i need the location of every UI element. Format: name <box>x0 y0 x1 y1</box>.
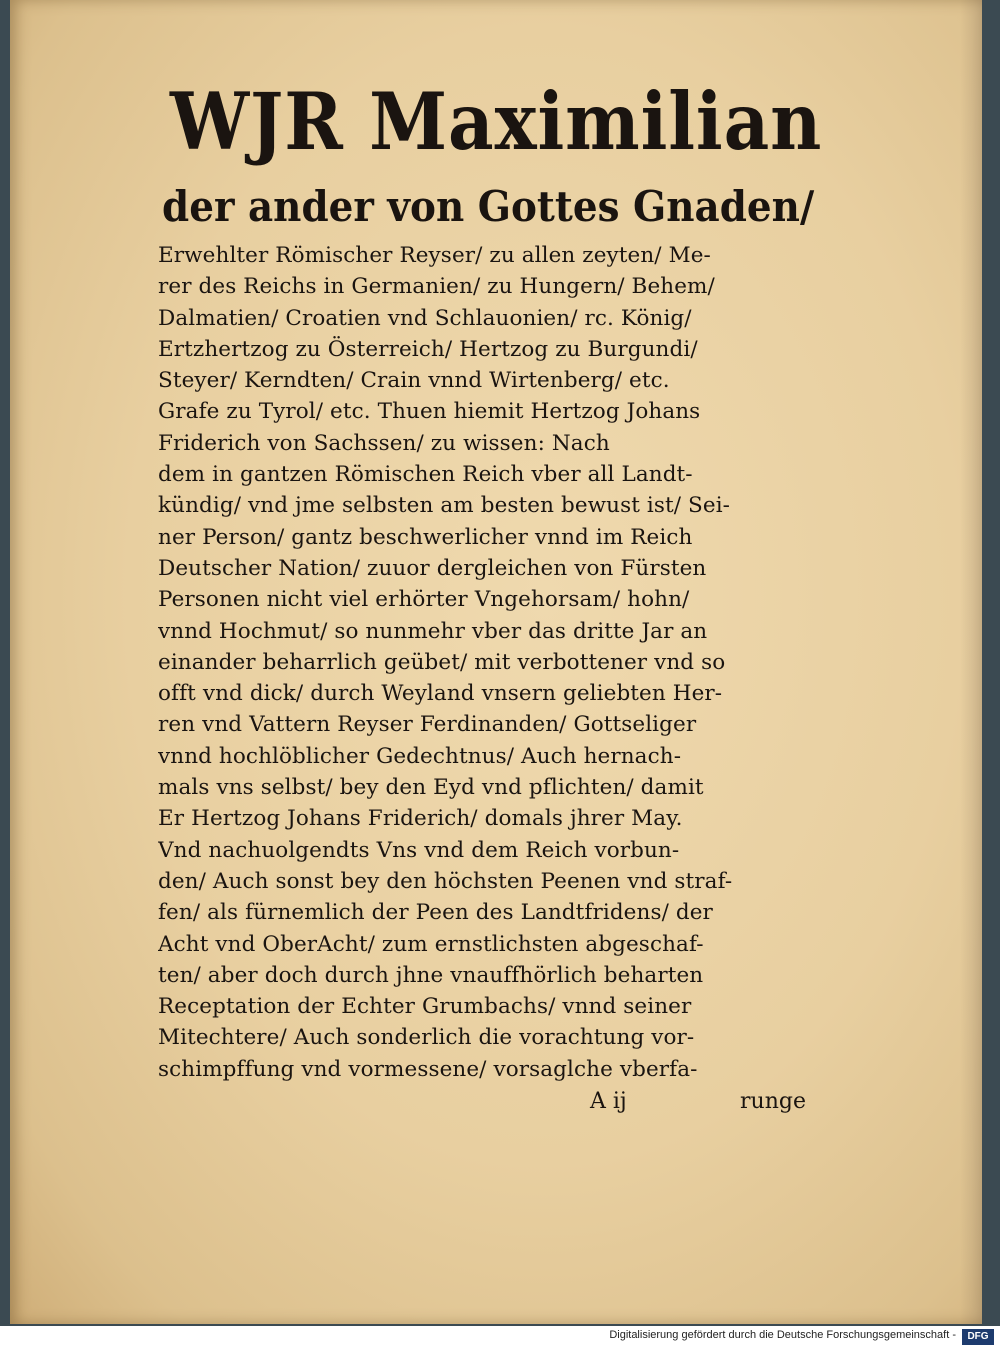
body-line: Grafe zu Tyrol/ etc. Thuen hiemit Hertzog Johans <box>158 399 701 425</box>
body-line: Mitechtere/ Auch sonderlich die vorachtung vor- <box>158 1025 695 1051</box>
body-line: schimpffung vnd vormessene/ vorsaglche vberfa- <box>158 1056 698 1082</box>
body-line: Acht vnd OberAcht/ zum ernstlichsten abgeschaf- <box>158 931 704 957</box>
dfg-logo: DFG <box>962 1329 994 1345</box>
body-line: Personen nicht viel erhörter Vngehorsam/ hohn/ <box>158 587 690 613</box>
body-line: mals vns selbst/ bey den Eyd vnd pflichten/ damit <box>158 775 704 801</box>
catchword: runge <box>740 1089 806 1115</box>
body-line: offt vnd dick/ durch Weyland vnsern geliebten Her- <box>158 681 723 707</box>
body-line: kündig/ vnd jme selbsten am besten bewust ist/ Sei- <box>158 493 731 519</box>
body-line: Dalmatien/ Croatien vnd Schlauonien/ rc. König/ <box>158 305 692 331</box>
body-line: ren vnd Vattern Reyser Ferdinanden/ Gottseliger <box>158 712 697 738</box>
body-line: Deutscher Nation/ zuuor dergleichen von Fürsten <box>158 555 707 581</box>
funding-credit: Digitalisierung gefördert durch die Deutsche Forschungsgemeinschaft - <box>609 1329 956 1341</box>
body-line: vnnd Hochmut/ so nunmehr vber das dritte Jar an <box>158 618 708 644</box>
signature-mark: A ij <box>590 1089 627 1115</box>
body-line: Vnd nachuolgendts Vns vnd dem Reich vorbun- <box>158 837 680 863</box>
body-line: Friderich von Sachssen/ zu wissen: Nach <box>158 430 610 456</box>
catch-line <box>158 1085 818 1119</box>
printed-text-block <box>158 75 823 1119</box>
body-line: ner Person/ gantz beschwerlicher vnnd im Reich <box>158 524 693 550</box>
title-line-2: der ander von Gottes Gnaden/ <box>162 182 815 231</box>
body-line: Erwehlter Römischer Reyser/ zu allen zeyten/ Me- <box>158 243 711 268</box>
body-line: Steyer/ Kerndten/ Crain vnnd Wirtenberg/ etc. <box>158 368 670 394</box>
body-line: Er Hertzog Johans Friderich/ domals jhrer May. <box>158 806 683 832</box>
page-fold-shadow <box>960 0 982 1324</box>
body-line: ten/ aber doch durch jhne vnauffhörlich beharten <box>158 962 704 988</box>
body-line: fen/ als fürnemlich der Peen des Landtfridens/ der <box>158 900 713 926</box>
body-text <box>158 240 818 1085</box>
body-line: einander beharrlich geübet/ mit verbottener vnd so <box>158 649 726 675</box>
body-line: dem in gantzen Römischen Reich vber all Landt- <box>158 462 693 488</box>
body-line: Ertzhertzog zu Österreich/ Hertzog zu Burgundi/ <box>158 336 698 362</box>
body-line: Receptation der Echter Grumbachs/ vnnd seiner <box>158 994 692 1020</box>
body-line: den/ Auch sonst bey den höchsten Peenen vnd straf- <box>158 868 733 894</box>
body-line: rer des Reichs in Germanien/ zu Hungern/ Behem/ <box>158 274 715 300</box>
body-line: vnnd hochlöblicher Gedechtnus/ Auch hernach- <box>158 743 682 769</box>
title-line-1: WJR Maximilian <box>170 75 823 168</box>
footer-bar <box>0 1326 1000 1350</box>
